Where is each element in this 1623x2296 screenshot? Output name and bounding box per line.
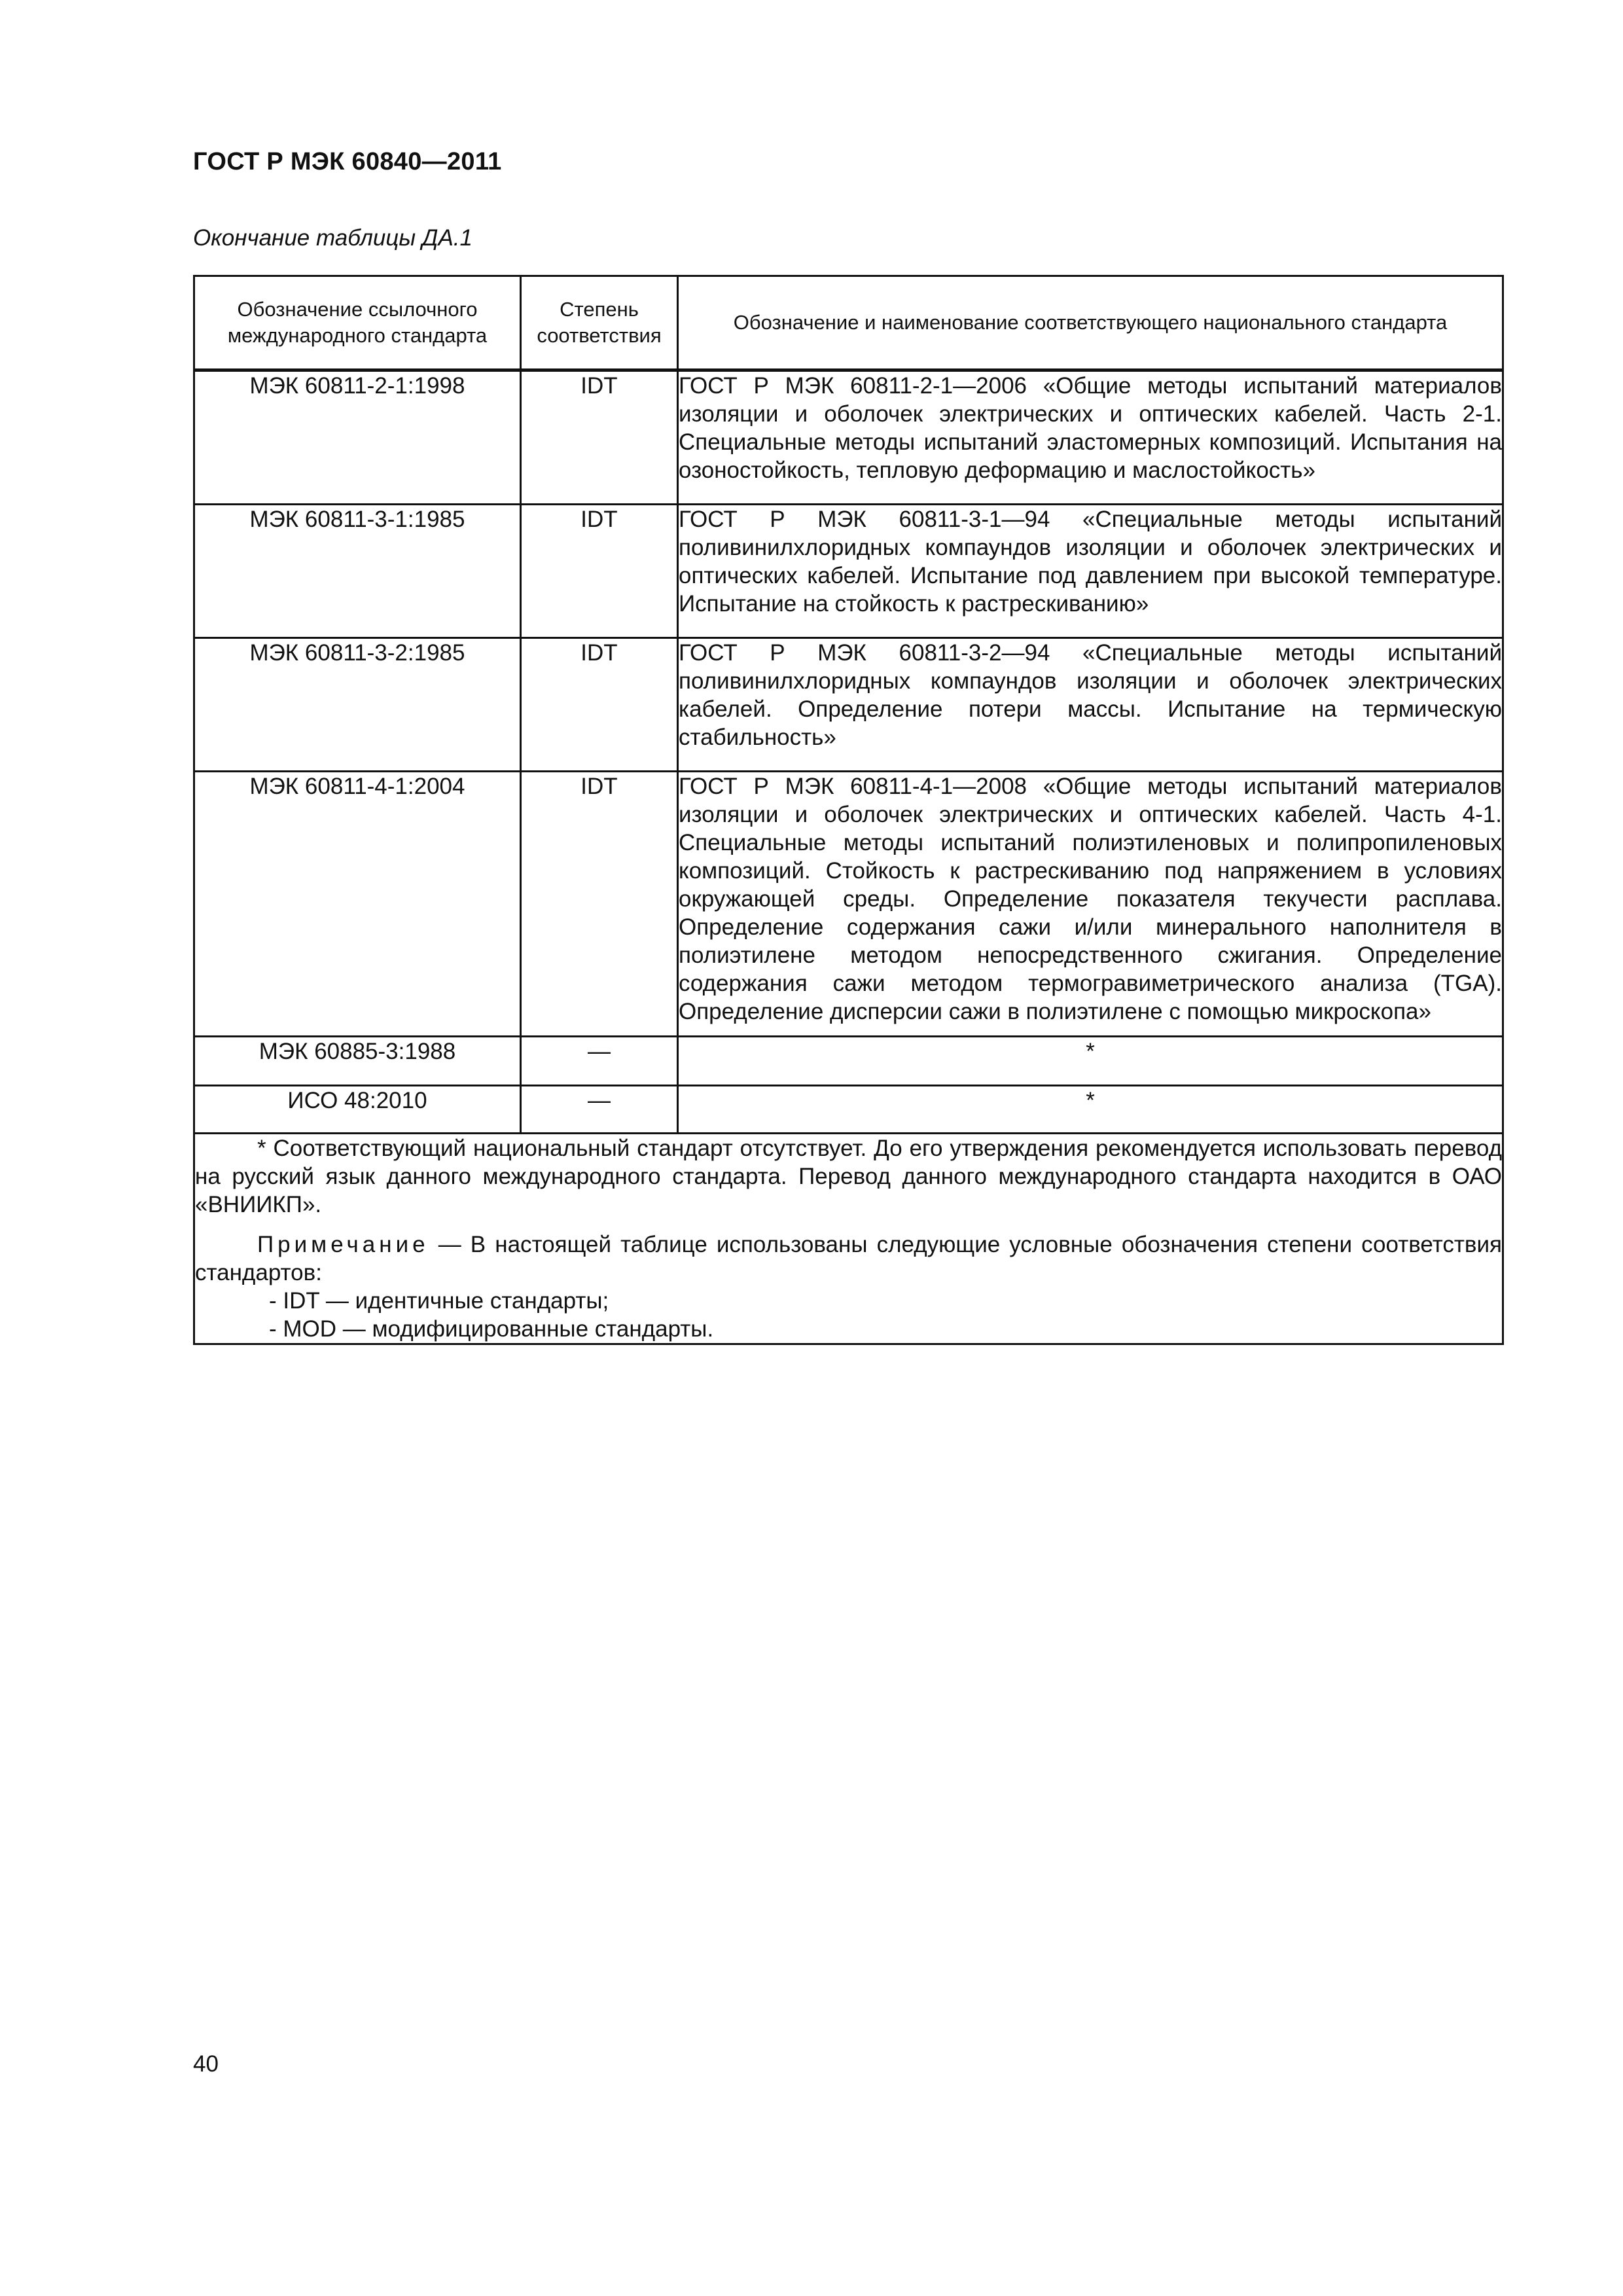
ref-standard-cell: ИСО 48:2010 bbox=[194, 1086, 521, 1134]
document-title: ГОСТ Р МЭК 60840—2011 bbox=[193, 148, 502, 175]
note-list-item: - IDT — идентичные стандарты; bbox=[269, 1288, 609, 1314]
note-text: — В настоящей таблице использованы следующие условные обозначения степени соответствия стандартов: bbox=[195, 1232, 1502, 1285]
national-standard-cell: ГОСТ Р МЭК 60811-3-1—94 «Специальные методы испытаний поливинилхлоридных компаундов изоляции и оболочек электрических и оптических кабелей. Испытание под давлением при высокой температуре. Испытание на стойкость к растрескиванию» bbox=[678, 505, 1503, 638]
table-notes-cell bbox=[194, 1134, 1503, 1344]
table-row bbox=[194, 772, 1503, 1037]
header-degree: Степень соответствия bbox=[521, 276, 678, 370]
standards-table bbox=[193, 275, 1504, 1345]
table-row bbox=[194, 370, 1503, 505]
ref-standard-cell: МЭК 60811-3-2:1985 bbox=[194, 638, 521, 772]
ref-standard-cell: МЭК 60811-2-1:1998 bbox=[194, 370, 521, 505]
table-caption: Окончание таблицы ДА.1 bbox=[193, 225, 473, 251]
national-standard-cell: * bbox=[678, 1037, 1503, 1086]
page-number: 40 bbox=[193, 2051, 219, 2077]
footnote: * Соответствующий национальный стандарт отсутствует. До его утверждения рекомендуется использовать перевод на русский язык данного международного стандарта. Перевод данного международного стандарта находится в ОАО «ВНИИКП». bbox=[195, 1136, 1502, 1217]
degree-cell: IDT bbox=[521, 772, 678, 1037]
degree-cell: IDT bbox=[521, 638, 678, 772]
table-header-row bbox=[194, 276, 1503, 370]
note bbox=[195, 1230, 1502, 1287]
ref-standard-cell: МЭК 60885-3:1988 bbox=[194, 1037, 521, 1086]
national-standard-cell: ГОСТ Р МЭК 60811-3-2—94 «Специальные методы испытаний поливинилхлоридных компаундов изоляции и оболочек электрических кабелей. Определение потери массы. Испытание на термическую стабильность» bbox=[678, 638, 1503, 772]
table-row bbox=[194, 638, 1503, 772]
ref-standard-cell: МЭК 60811-4-1:2004 bbox=[194, 772, 521, 1037]
header-national-standard: Обозначение и наименование соответствующего национального стандарта bbox=[678, 276, 1503, 370]
national-standard-cell: ГОСТ Р МЭК 60811-2-1—2006 «Общие методы испытаний материалов изоляции и оболочек электрических и оптических кабелей. Часть 2-1. Специальные методы испытаний эластомерных композиций. Испытания на озоностойкость, тепловую деформацию и маслостойкость» bbox=[678, 370, 1503, 505]
note-list-item: - MOD — модифицированные стандарты. bbox=[269, 1316, 714, 1342]
national-standard-cell: * bbox=[678, 1086, 1503, 1134]
degree-cell: IDT bbox=[521, 370, 678, 505]
table-row bbox=[194, 1086, 1503, 1134]
note-label: Примечание bbox=[257, 1232, 429, 1257]
degree-cell: — bbox=[521, 1037, 678, 1086]
table-row bbox=[194, 1037, 1503, 1086]
table-footer-row bbox=[194, 1134, 1503, 1344]
note-list bbox=[195, 1287, 1502, 1343]
table-row bbox=[194, 505, 1503, 638]
header-reference-standard: Обозначение ссылочного международного стандарта bbox=[194, 276, 521, 370]
national-standard-cell: ГОСТ Р МЭК 60811-4-1—2008 «Общие методы испытаний материалов изоляции и оболочек электрических и оптических кабелей. Часть 4-1. Специальные методы испытаний полиэтиленовых и полипропиленовых композиций. Стойкость к растрескиванию под напряжением в условиях окружающей среды. Определение показателя текучести расплава. Определение содержания сажи и/или минерального наполнителя в полиэтилене методом непосредственного сжигания. Определение содержания сажи методом термогравиметрического анализа (TGA). Определение дисперсии сажи в полиэтилене с помощью микроскопа» bbox=[678, 772, 1503, 1037]
ref-standard-cell: МЭК 60811-3-1:1985 bbox=[194, 505, 521, 638]
degree-cell: IDT bbox=[521, 505, 678, 638]
degree-cell: — bbox=[521, 1086, 678, 1134]
